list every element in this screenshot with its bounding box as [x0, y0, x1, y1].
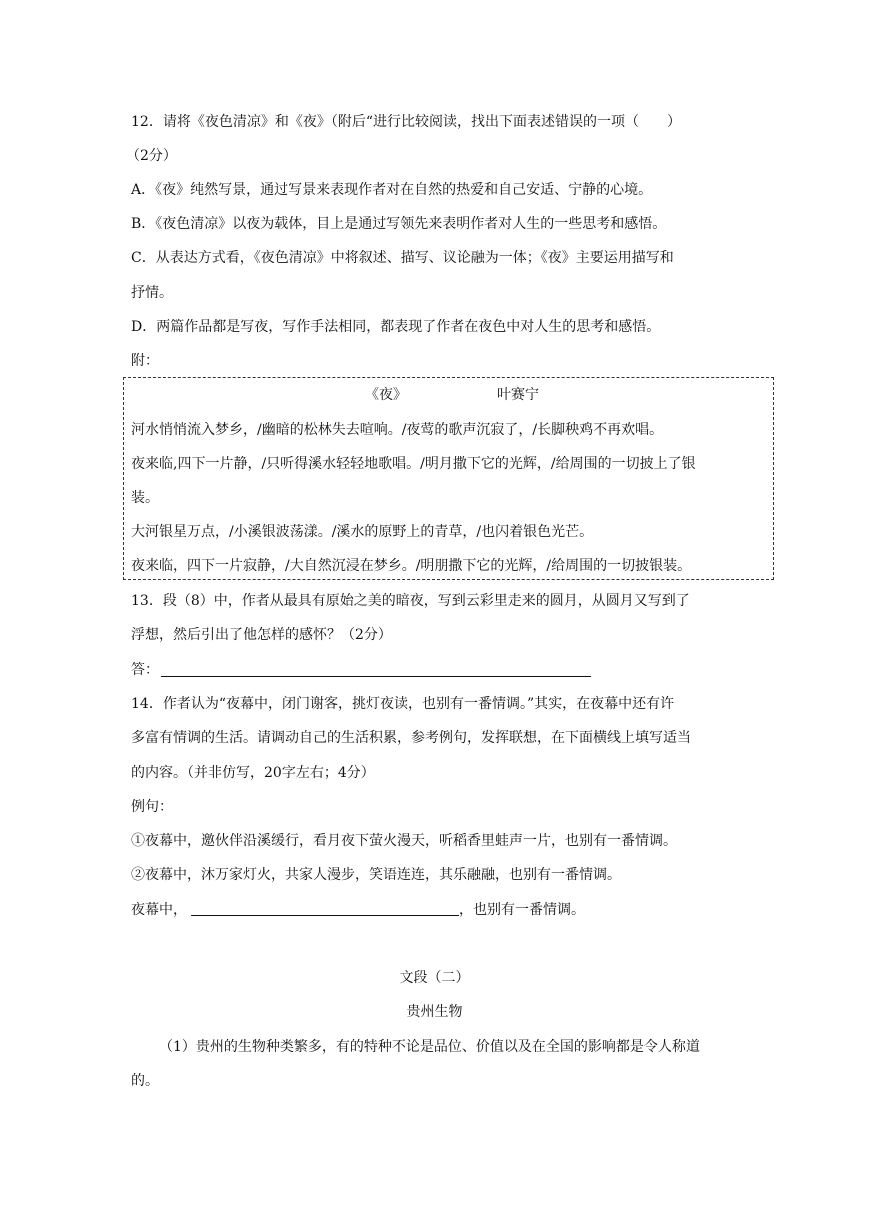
- q14-fill-prefix: 夜幕中，: [131, 902, 187, 918]
- poem-line: 河水悄悄流入梦乡，/幽暗的松林失去喧响。/夜莺的歌声沉寂了，/长脚秧鸡不再欢唱。: [131, 422, 664, 438]
- q12-option-c: C．从表达方式看，《夜色清凉》中将叙述、描写、议论融为一体；《夜》主要运用描写和: [131, 250, 674, 266]
- q13-answer-label: 答：: [131, 662, 159, 678]
- appendix-label: 附：: [131, 353, 159, 369]
- q12-option-d: D．两篇作品都是写夜，写作手法相同，都表现了作者在夜色中对人生的思考和感悟。: [131, 319, 661, 335]
- q13-line2: 浮想，然后引出了他怎样的感怀？（2分）: [131, 627, 392, 643]
- q14-line2: 多富有情调的生活。请调动自己的生活积累，参考例句，发挥联想，在下面横线上填写适当: [131, 730, 691, 746]
- poem-line: 大河银星万点，/小溪银波荡漾。/溪水的原野上的青草，/也闪着银色光芒。: [131, 524, 594, 540]
- q14-example-2: ②夜幕中，沐万家灯火，共家人漫步，笑语连连，其乐融融，也别有一番情调。: [131, 867, 621, 883]
- q12-score: （2分）: [126, 148, 177, 164]
- poem-box: [123, 377, 774, 580]
- paragraph-1-line2: 的。: [131, 1073, 159, 1089]
- section-heading: 文段（二）: [399, 970, 470, 986]
- q12-option-c-cont: 抒情。: [131, 285, 173, 301]
- q12-option-a: A．《夜》纯然写景，通过写景来表现作者对在自然的热爱和自己安适、宁静的心境。: [131, 182, 653, 198]
- paragraph-1-line1: （1）贵州的生物种类繁多，有的特种不论是品位、价值以及在全国的影响都是令人称道: [159, 1039, 700, 1055]
- poem-author: 叶赛宁: [497, 387, 539, 403]
- poem-line: 装。: [131, 490, 159, 506]
- q14-line3: 的内容。（并非仿写，20字左右；4分）: [131, 765, 375, 781]
- q14-fill-blank[interactable]: [191, 915, 459, 916]
- q14-example-1: ①夜幕中，邀伙伴沿溪缓行，看月夜下萤火漫天，听稻香里蛙声一片，也别有一番情调。: [131, 833, 677, 849]
- poem-title: 《夜》: [365, 387, 407, 403]
- q14-example-label: 例句：: [131, 799, 173, 815]
- section-title: 贵州生物: [406, 1004, 463, 1020]
- q13-answer-blank[interactable]: [161, 676, 591, 677]
- q13-line1: 13．段（8）中，作者从最具有原始之美的暗夜，写到云彩里走来的圆月，从圆月又写到了: [131, 593, 690, 609]
- q12-stem: 12．请将《夜色清凉》和《夜》（附后“进行比较阅读，找出下面表述错误的一项（ ）: [131, 114, 681, 130]
- poem-line: 夜来临，四下一片寂静，/大自然沉浸在梦乡。/明朋撒下它的光辉，/给周围的一切披银装。: [131, 558, 692, 574]
- q14-line1: 14．作者认为“夜幕中，闭门谢客，挑灯夜读，也别有一番情调。”其实，在夜幕中还有许: [131, 696, 675, 712]
- q14-fill-suffix: ，也别有一番情调。: [459, 902, 585, 918]
- poem-line: 夜来临,四下一片静，/只听得溪水轻轻地歌唱。/明月撒下它的光辉，/给周围的一切披上了银: [131, 456, 696, 472]
- q12-option-b: B．《夜色清凉》以夜为载体，目上是通过写领先来表明作者对人生的一些思考和感悟。: [131, 216, 667, 232]
